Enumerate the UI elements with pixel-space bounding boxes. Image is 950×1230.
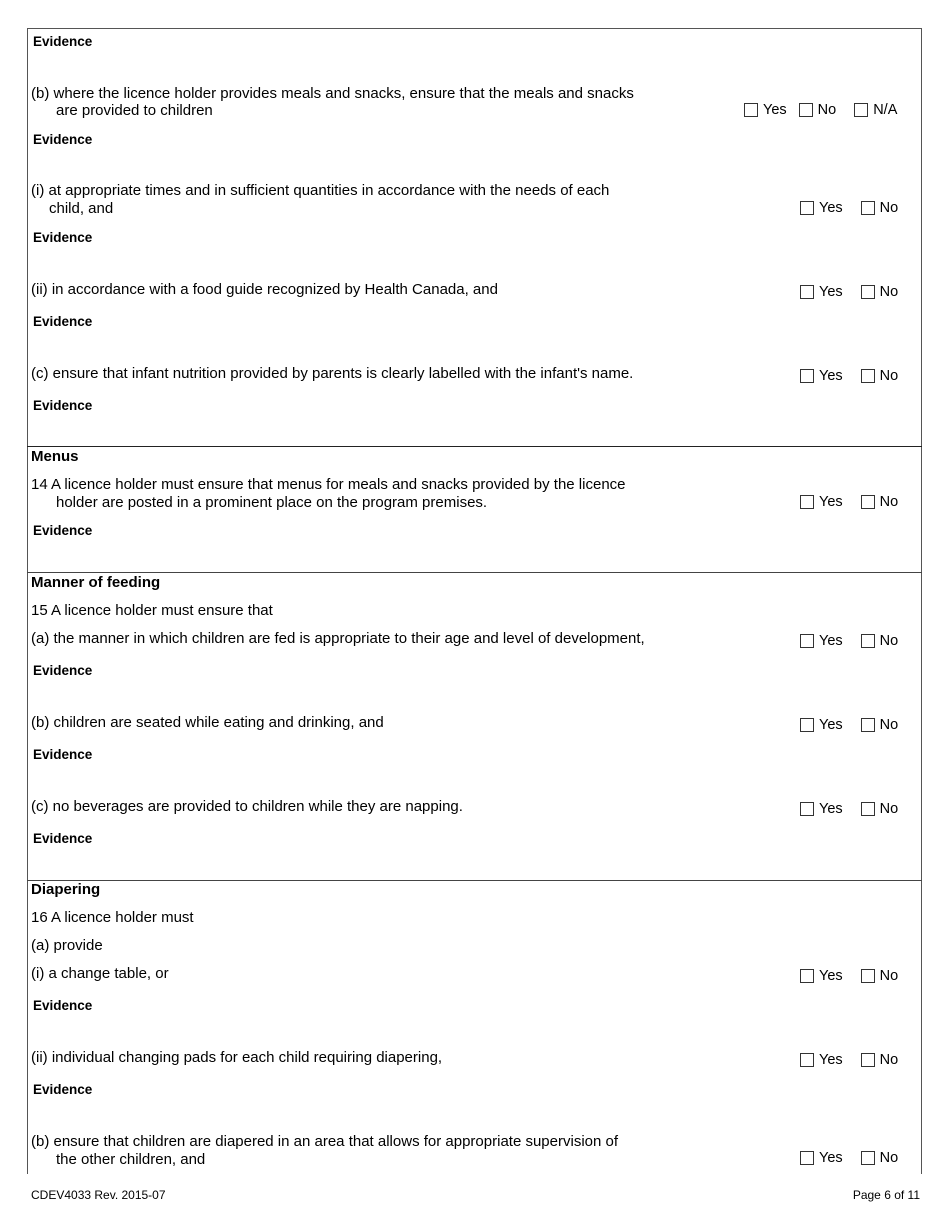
no-label: No — [879, 801, 899, 817]
section-title-menus: Menus — [31, 448, 79, 465]
section-divider — [27, 880, 922, 881]
na-checkbox[interactable] — [854, 103, 868, 117]
section-title-diapering: Diapering — [31, 881, 101, 898]
yes-label: Yes — [819, 200, 843, 216]
answer-group — [800, 1052, 898, 1068]
answer-group — [744, 102, 897, 118]
evidence-label: Evidence — [33, 132, 93, 147]
yes-checkbox[interactable] — [800, 1151, 814, 1165]
item-text: (a) the manner in which children are fed is appropriate to their age and level of development, — [31, 630, 645, 647]
yes-checkbox[interactable] — [800, 802, 814, 816]
no-label: No — [879, 284, 899, 300]
yes-label: Yes — [819, 368, 843, 384]
yes-checkbox[interactable] — [800, 718, 814, 732]
no-checkbox[interactable] — [861, 495, 875, 509]
answer-group — [800, 200, 898, 216]
no-checkbox[interactable] — [861, 1053, 875, 1067]
item-text: (c) ensure that infant nutrition provided by parents is clearly labelled with the infant's name. — [31, 365, 634, 382]
answer-group — [800, 368, 898, 384]
answer-group — [800, 1150, 898, 1166]
yes-label: Yes — [819, 1150, 843, 1166]
na-label: N/A — [873, 102, 898, 118]
yes-checkbox[interactable] — [744, 103, 758, 117]
page-number: Page 6 of 11 — [852, 1188, 920, 1202]
yes-label: Yes — [819, 968, 843, 984]
yes-checkbox[interactable] — [800, 285, 814, 299]
no-label: No — [879, 368, 899, 384]
item-text: 14 A licence holder must ensure that menus for meals and snacks provided by the licence — [31, 476, 626, 493]
yes-checkbox[interactable] — [800, 495, 814, 509]
no-label: No — [879, 200, 899, 216]
yes-label: Yes — [763, 102, 787, 118]
yes-label: Yes — [819, 717, 843, 733]
answer-group — [800, 633, 898, 649]
yes-label: Yes — [819, 633, 843, 649]
no-checkbox[interactable] — [861, 969, 875, 983]
evidence-label: Evidence — [33, 831, 93, 846]
evidence-label: Evidence — [33, 314, 93, 329]
no-label: No — [879, 633, 899, 649]
section-divider — [27, 572, 922, 573]
section-divider — [27, 446, 922, 447]
answer-group — [800, 968, 898, 984]
item-text: (ii) individual changing pads for each child requiring diapering, — [31, 1049, 443, 1066]
item-text: 16 A licence holder must — [31, 909, 194, 926]
evidence-label: Evidence — [33, 523, 93, 538]
evidence-label: Evidence — [33, 1082, 93, 1097]
no-checkbox[interactable] — [861, 1151, 875, 1165]
yes-label: Yes — [819, 801, 843, 817]
item-text: child, and — [49, 200, 114, 217]
yes-label: Yes — [819, 494, 843, 510]
no-checkbox[interactable] — [861, 802, 875, 816]
item-text: (ii) in accordance with a food guide recognized by Health Canada, and — [31, 281, 498, 298]
yes-checkbox[interactable] — [800, 201, 814, 215]
no-label: No — [817, 102, 837, 118]
evidence-label: Evidence — [33, 230, 93, 245]
no-label: No — [879, 1052, 899, 1068]
item-text: (c) no beverages are provided to children while they are napping. — [31, 798, 463, 815]
yes-checkbox[interactable] — [800, 369, 814, 383]
no-label: No — [879, 494, 899, 510]
item-text: (b) where the licence holder provides meals and snacks, ensure that the meals and snacks — [31, 85, 634, 102]
answer-group — [800, 801, 898, 817]
item-text: (i) at appropriate times and in sufficient quantities in accordance with the needs of each — [31, 182, 610, 199]
evidence-label: Evidence — [33, 34, 93, 49]
answer-group — [800, 717, 898, 733]
yes-label: Yes — [819, 284, 843, 300]
no-checkbox[interactable] — [861, 285, 875, 299]
evidence-label: Evidence — [33, 998, 93, 1013]
answer-group — [800, 494, 898, 510]
evidence-label: Evidence — [33, 398, 93, 413]
item-text: (a) provide — [31, 937, 103, 954]
no-checkbox[interactable] — [861, 369, 875, 383]
section-title-feeding: Manner of feeding — [31, 574, 161, 591]
item-text: 15 A licence holder must ensure that — [31, 602, 273, 619]
evidence-label: Evidence — [33, 747, 93, 762]
no-checkbox[interactable] — [861, 201, 875, 215]
yes-label: Yes — [819, 1052, 843, 1068]
item-text: are provided to children — [56, 102, 213, 119]
yes-checkbox[interactable] — [800, 969, 814, 983]
no-label: No — [879, 1150, 899, 1166]
evidence-label: Evidence — [33, 663, 93, 678]
item-text: (i) a change table, or — [31, 965, 169, 982]
no-checkbox[interactable] — [799, 103, 813, 117]
answer-group — [800, 284, 898, 300]
item-text: holder are posted in a prominent place on the program premises. — [56, 494, 488, 511]
no-checkbox[interactable] — [861, 634, 875, 648]
no-label: No — [879, 717, 899, 733]
form-id: CDEV4033 Rev. 2015-07 — [31, 1188, 166, 1202]
item-text: the other children, and — [56, 1151, 206, 1168]
no-checkbox[interactable] — [861, 718, 875, 732]
yes-checkbox[interactable] — [800, 1053, 814, 1067]
yes-checkbox[interactable] — [800, 634, 814, 648]
item-text: (b) ensure that children are diapered in an area that allows for appropriate supervision of — [31, 1133, 619, 1150]
item-text: (b) children are seated while eating and drinking, and — [31, 714, 384, 731]
no-label: No — [879, 968, 899, 984]
